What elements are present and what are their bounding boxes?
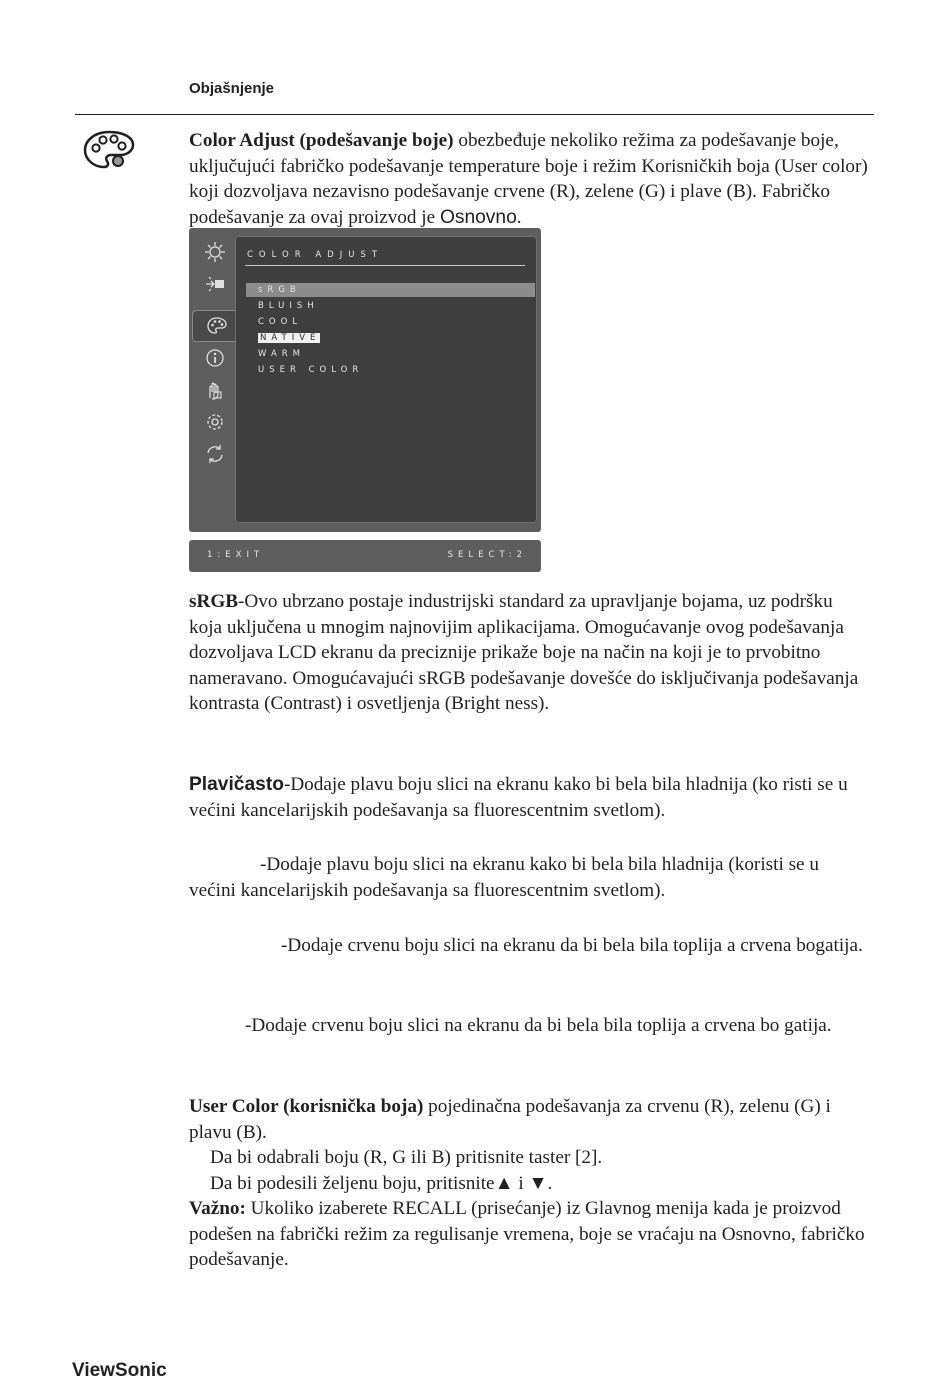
color-adjust-icon — [192, 310, 236, 342]
native-text: -Dodaje crvenu boju slici na ekranu da bi bela bila toplija a crvena bogatija. — [281, 935, 863, 956]
setup-menu-icon — [203, 410, 227, 434]
osd-select-label: SELECT:2 — [447, 550, 527, 560]
input-select-icon — [203, 272, 227, 296]
osd-control-bar — [189, 540, 541, 572]
cool-text: -Dodaje plavu boju slici na ekranu kako bi bela bila hladnija (koristi se u većini kancelarijskih podešavanja sa fluorescentnim svetlom). — [189, 854, 819, 901]
intro-text: obezbeđuje nekoliko režima za podešavanje boje, uključujući fabričko podešavanje temperature boje i režim Korisničkih boja (User color) koji dozvoljava nezavisno podešavanje crvene (R), zelene (G) i plave (B). Fabričko podešavanje za ovaj proizvod je — [189, 130, 868, 228]
osd-title: COLOR ADJUST — [247, 250, 384, 260]
user-color-paragraph — [189, 1094, 869, 1273]
srgb-paragraph — [189, 589, 869, 717]
down-arrow-icon: ▼ — [528, 1172, 548, 1194]
header-rule — [75, 114, 874, 115]
important-bold-lead: Važno: — [189, 1198, 246, 1219]
osd-item-srgb[interactable]: sRGB — [246, 283, 535, 297]
user-color-bold-lead: User Color (korisnička boja) — [189, 1096, 424, 1117]
section-title: Objašnjenje — [189, 80, 275, 97]
step-2-conjunction: i — [513, 1172, 529, 1194]
step-2-text: Da bi podesili željenu boju, pritisnite — [210, 1172, 495, 1194]
osd-item-warm[interactable]: WARM — [258, 349, 305, 359]
step-2-end: . — [547, 1172, 553, 1194]
warm-text: -Dodaje crvenu boju slici na ekranu da bi bela bila toplija a crvena bo gatija. — [245, 1015, 832, 1036]
warm-paragraph — [189, 1013, 869, 1039]
srgb-bold-lead: sRGB — [189, 591, 239, 612]
manual-image-adjust-icon — [203, 378, 227, 402]
osd-title-divider — [245, 265, 525, 266]
osd-exit-label: 1:EXIT — [207, 550, 265, 560]
osd-menu — [189, 228, 541, 532]
osd-item-cool[interactable]: COOL — [258, 317, 303, 327]
osd-item-native-label: NATIVE — [260, 333, 321, 343]
bluish-paragraph — [189, 772, 869, 823]
footer-brand: ViewSonic — [72, 1360, 167, 1381]
osd-panel — [235, 236, 537, 523]
intro-paragraph — [189, 128, 869, 230]
bluish-text: -Dodaje plavu boju slici na ekranu kako bi bela bila hladnija (ko risti se u većini kancelarijskih podešavanja sa fluorescentnim svetlom). — [189, 774, 848, 821]
important-text: Ukoliko izaberete RECALL (prisećanje) iz Glavnog menija kada je proizvod podešen na fabrički režim za regulisanje vremena, boje se vraćaju na Osnovno, fabričko podešavanje. — [189, 1198, 865, 1270]
intro-bold-lead: Color Adjust (podešavanje boje) — [189, 130, 454, 151]
user-color-step-2 — [189, 1171, 869, 1197]
information-icon — [203, 346, 227, 370]
user-color-text: pojedinačna podešavanja za crvenu (R), zelenu (G) i plavu (B). — [189, 1096, 831, 1143]
osd-item-native[interactable] — [246, 331, 320, 345]
intro-end: . — [516, 206, 522, 228]
default-value: Osnovno — [439, 206, 517, 228]
memory-recall-icon — [203, 442, 227, 466]
osd-item-user-color[interactable]: USER COLOR — [258, 365, 364, 375]
brightness-contrast-icon — [203, 240, 227, 264]
bluish-bold-lead: Plavičasto — [189, 774, 284, 795]
user-color-step-1: Da bi odabrali boju (R, G ili B) pritisnite taster [2]. — [210, 1147, 603, 1168]
srgb-text: -Ovo ubrzano postaje industrijski standard za upravljanje bojama, uz podršku koja uključena u mnogim najnovijim aplikacijama. Omogućavanje ovog podešavanja dozvoljava LCD ekranu da preciznije prikaže boje na način na koji je to prvobitno nameravano. Omogućavajući sRGB podešavanje dovešće do isključivanja podešavanja kontrasta (Contrast) i osvetljenja (Bright ness). — [189, 591, 859, 714]
native-paragraph — [189, 933, 869, 959]
color-palette-icon — [82, 128, 136, 172]
cool-paragraph — [189, 852, 869, 903]
osd-item-bluish[interactable]: BLUISH — [258, 301, 319, 311]
up-arrow-icon: ▲ — [494, 1172, 514, 1194]
